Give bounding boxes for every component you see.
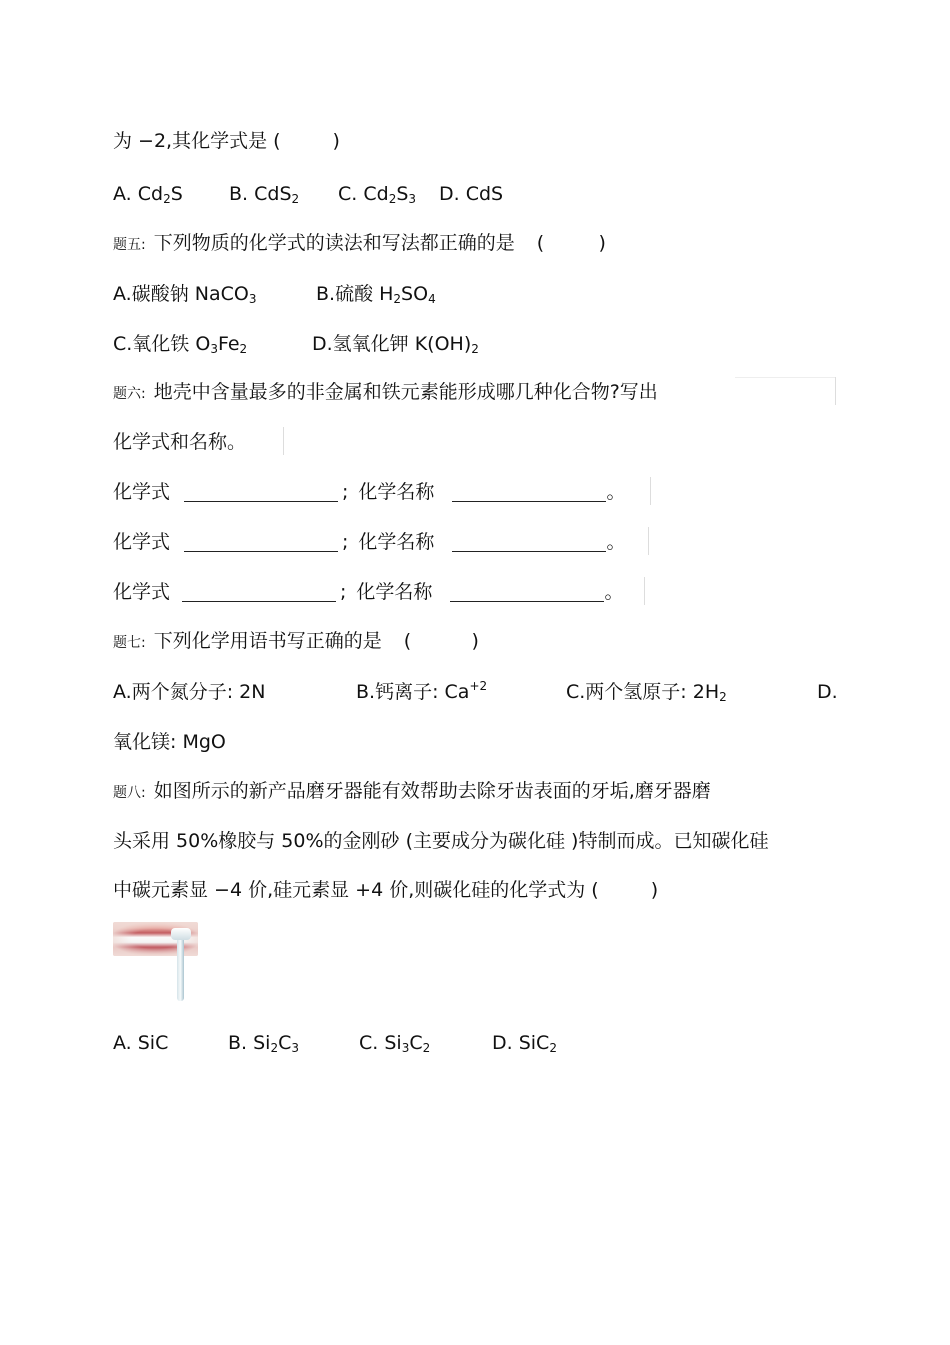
q6-frame-line (735, 377, 835, 378)
q4-close-paren: ) (332, 130, 340, 152)
q6-stem-cont (113, 429, 246, 455)
q8-text: 如图所示的新产品磨牙器能有效帮助去除牙齿表面的牙垢,磨牙器磨 (153, 780, 711, 802)
q6-fill-row-3: 化学式 ; 化学名称 。 (113, 581, 624, 603)
q7-paren: ( ) (403, 630, 479, 652)
q5-label: 题五: (113, 237, 146, 253)
q8-label: 题八: (113, 785, 146, 801)
q7-options-cont (113, 729, 226, 755)
q6-stem (113, 379, 658, 407)
q6-fill-row-2: 化学式 ; 化学名称 。 (113, 531, 626, 553)
q4-option-b[interactable]: B. CdS$_2$ (229, 183, 300, 206)
q8-text2: 头采用 50%橡胶与 50%的金刚砂 (主要成分为碳化硅 )特制而成。已知碳化硅 (113, 830, 769, 852)
q6-text2: 化学式和名称。 (113, 431, 247, 453)
name-blank-1[interactable] (452, 481, 606, 502)
q5-option-c[interactable]: C.氧化铁 $O_3Fe_2$ (113, 333, 248, 356)
q7-stem (113, 628, 479, 656)
q8-stem-3 (113, 877, 658, 903)
q8-stem (113, 778, 711, 806)
q5-option-b[interactable]: B.硫酸 $H_2SO_4$ (316, 283, 436, 306)
q7-text: 下列化学用语书写正确的是 (153, 630, 382, 652)
q7-option-d-text[interactable]: 氧化镁: MgO (113, 731, 226, 753)
fill-row-edge-2 (648, 527, 649, 555)
q7-label: 题七: (113, 635, 146, 651)
q8-option-b[interactable]: B. $Si_2C_3$ (228, 1032, 300, 1055)
q6-frame-edge (835, 377, 836, 405)
q5-stem (113, 230, 606, 258)
q8-close-paren: ) (650, 879, 659, 901)
q4-stem (113, 128, 340, 154)
q5-text: 下列物质的化学式的读法和写法都正确的是 (153, 232, 515, 254)
name-label: 化学名称 (356, 581, 433, 603)
name-blank-2[interactable] (452, 531, 606, 552)
q5-options-row1 (113, 281, 436, 307)
q7-option-d[interactable]: D. (817, 681, 838, 703)
q8-option-d[interactable]: D. SiC$_2$ (492, 1032, 557, 1055)
q4-option-c[interactable]: C. $Cd_2S_3$ (338, 183, 417, 206)
formula-label: 化学式 (113, 531, 171, 553)
q5-option-a[interactable]: A.碳酸钠 NaCO$_3$ (113, 283, 257, 306)
q6-frame-edge-2 (283, 427, 284, 455)
name-label: 化学名称 (358, 531, 435, 553)
grinder-handle-image (177, 935, 184, 1001)
q7-option-c[interactable]: C.两个氢原子: $2H_2$ (566, 681, 727, 704)
formula-blank-1[interactable] (184, 481, 338, 502)
formula-label: 化学式 (113, 481, 171, 503)
q8-option-c[interactable]: C. $Si_3C_2$ (359, 1032, 431, 1055)
q4-option-a[interactable]: A. $Cd_2S$ (113, 183, 183, 206)
q6-text: 地壳中含量最多的非金属和铁元素能形成哪几种化合物?写出 (153, 381, 658, 403)
fill-row-edge-3 (644, 577, 645, 605)
q4-options (113, 181, 503, 207)
q7-options (113, 679, 838, 705)
q4-option-d[interactable]: D. CdS (439, 183, 504, 205)
name-label: 化学名称 (358, 481, 435, 503)
q6-label: 题六: (113, 386, 146, 402)
q8-option-a[interactable]: A. SiC (113, 1032, 169, 1054)
q8-text3: 中碳元素显 −4 价,硅元素显 +4 价,则碳化硅的化学式为 ( (113, 879, 599, 901)
grinder-head-image (171, 928, 191, 940)
formula-label: 化学式 (113, 581, 171, 603)
formula-blank-2[interactable] (184, 531, 338, 552)
q4-stem-text: 为 −2,其化学式是 ( (113, 130, 281, 152)
q7-option-b[interactable]: B.钙离子: $Ca^{+2}$ (356, 679, 488, 703)
q5-options-row2 (113, 331, 479, 357)
q8-stem-2 (113, 828, 768, 854)
q6-fill-row-1: 化学式 ; 化学名称 。 (113, 481, 626, 503)
fill-row-edge-1 (650, 477, 651, 505)
q8-options (113, 1030, 557, 1056)
name-blank-3[interactable] (450, 581, 604, 602)
q5-option-d[interactable]: D.氢氧化钾 $K(OH)_2$ (312, 333, 479, 356)
q7-option-a[interactable]: A.两个氮分子: 2N (113, 681, 266, 703)
q5-paren: ( ) (536, 232, 606, 254)
formula-blank-3[interactable] (182, 581, 336, 602)
